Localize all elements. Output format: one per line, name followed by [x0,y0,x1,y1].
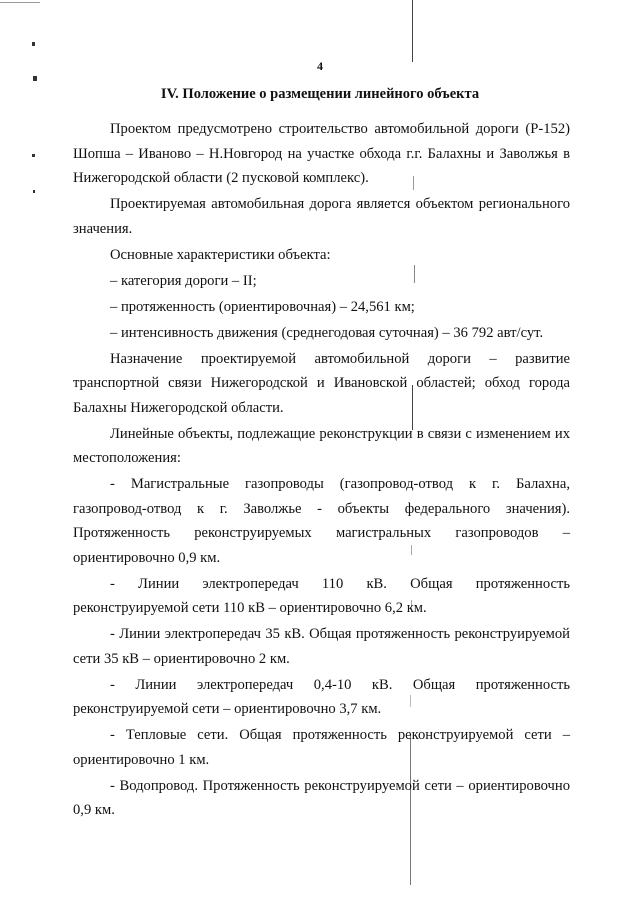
list-item: - Магистральные газопроводы (газопровод-отвод к г. Балахна, газопровод-отвод к г. Заволжье - объекты федерального значения). Протяженность реконструируемых магистральных газопроводов – ориентировочно 0,9 км. [73,476,570,566]
paragraph: Назначение проектируемой автомобильной дороги – развитие транспортной связи Нижегородской и Ивановской областей; обход города Балахны Нижегородской области. [73,350,570,416]
list-item: - Водопровод. Протяженность реконструируемой сети – ориентировочно 0,9 км. [73,777,570,818]
list-item: – интенсивность движения (среднегодовая суточная) – 36 792 авт/сут. [110,324,544,341]
page-number: 4 [317,59,323,73]
list-item: - Тепловые сети. Общая протяженность реконструируемой сети – ориентировочно 1 км. [73,727,570,768]
list-item: – протяженность (ориентировочная) – 24,561 км; [110,298,415,315]
scan-artifact-dot [32,42,35,46]
paragraph: Проектируемая автомобильная дорога является объектом регионального значения. [73,196,570,237]
scan-artifact-dot [33,76,37,81]
paragraph: Основные характеристики объекта: [110,246,331,263]
scan-artifact-dot [33,190,35,193]
scan-artifact-line [412,0,413,62]
list-item: - Линии электропередач 0,4-10 кВ. Общая протяженность реконструируемой сети – ориентировочно 3,7 км. [73,676,570,717]
list-item: – категория дороги – II; [110,272,257,289]
list-item: - Линии электропередач 110 кВ. Общая протяженность реконструируемой сети 110 кВ – ориентировочно 6,2 км. [73,575,570,616]
paragraph: Линейные объекты, подлежащие реконструкции в связи с изменением их местоположения: [73,425,570,466]
section-title: IV. Положение о размещении линейного объекта [160,86,480,102]
list-item: - Линии электропередач 35 кВ. Общая протяженность реконструируемой сети 35 кВ – ориентировочно 2 км. [73,626,570,667]
paragraph: Проектом предусмотрено строительство автомобильной дороги (Р-152) Шопша – Иваново – Н.Новгород на участке обхода г.г. Балахны и Заволжья в Нижегородской области (2 пусковой комплекс). [73,121,570,186]
document-body [73,117,570,824]
scan-artifact-dash [0,2,40,3]
scan-artifact-dot [32,154,35,157]
